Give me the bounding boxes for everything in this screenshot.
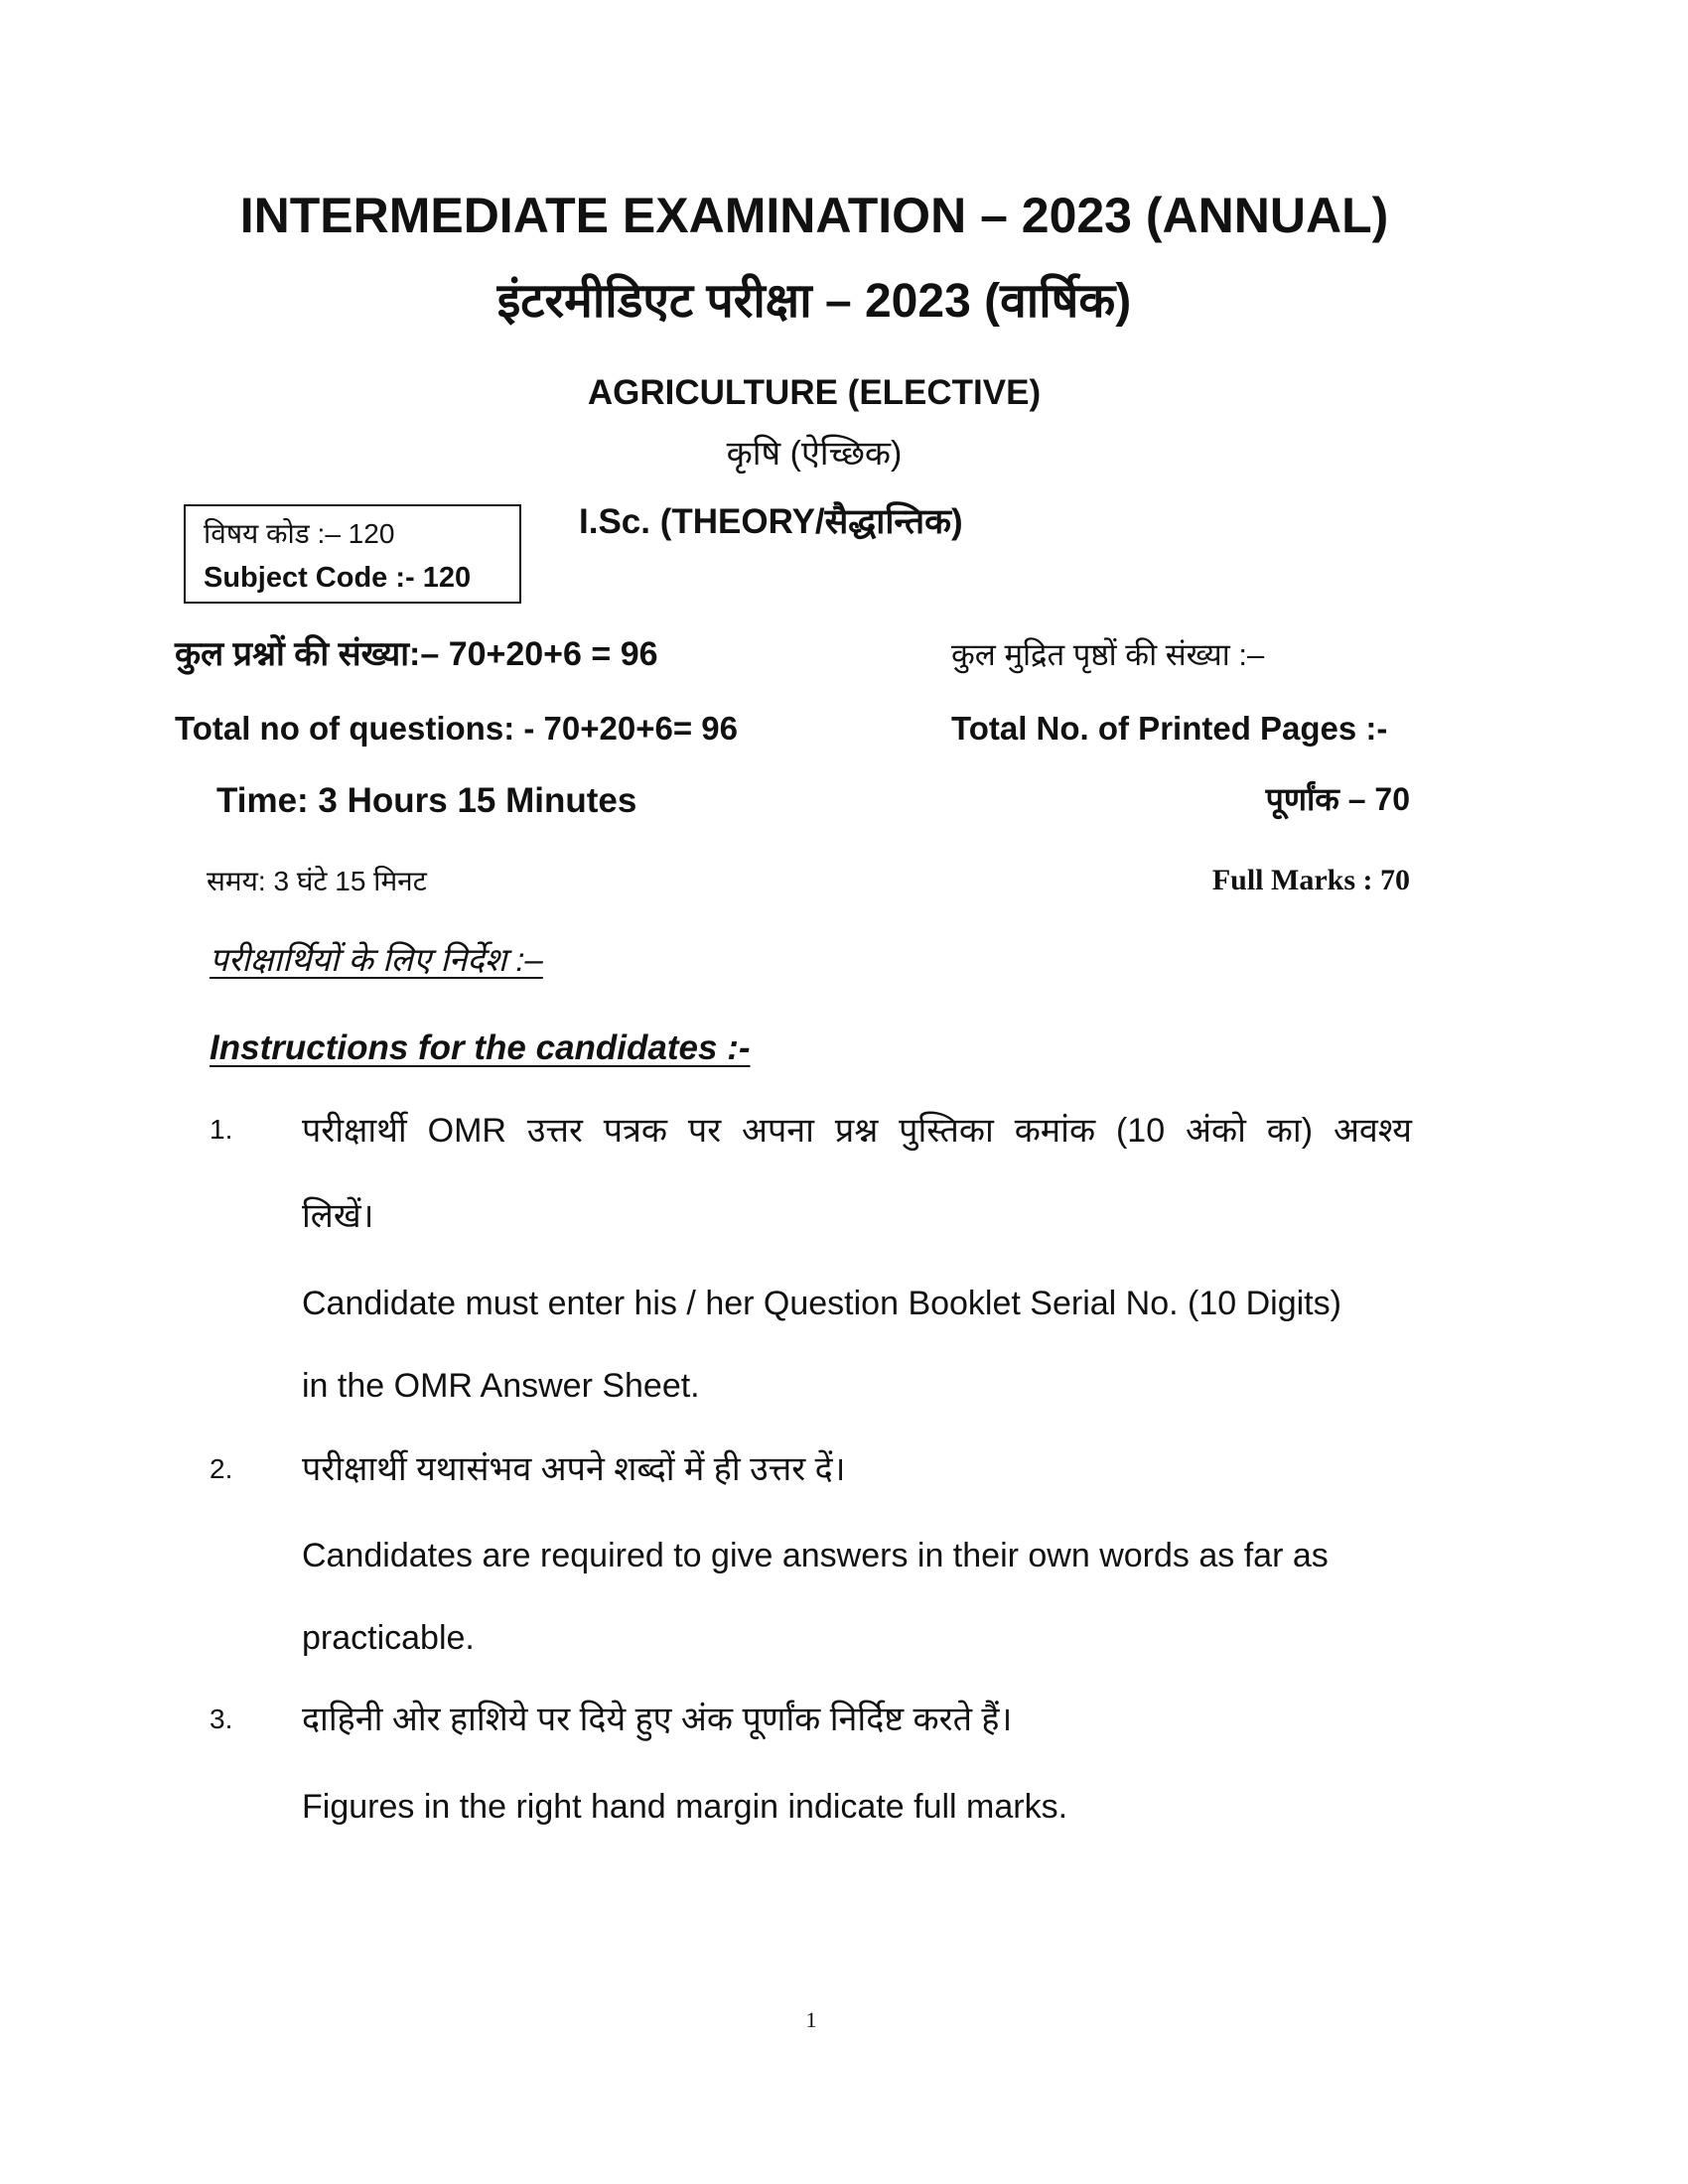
- printed-pages-hindi: कुल मुद्रित पृष्ठों की संख्या :–: [951, 637, 1265, 672]
- item-text-hindi-cont: लिखें।: [302, 1197, 374, 1235]
- stream-label: I.Sc. (THEORY/सैद्धान्तिक): [579, 502, 963, 541]
- item-text-english: Figures in the right hand margin indicate full marks.: [302, 1788, 1068, 1826]
- subject-code-hindi: विषय कोड :– 120: [204, 518, 395, 549]
- total-questions-hindi: कुल प्रश्नों की संख्या:– 70+20+6 = 96: [175, 635, 658, 673]
- item-text-english-cont: practicable.: [302, 1619, 475, 1657]
- full-marks-english: Full Marks : 70: [1211, 864, 1410, 896]
- item-number: 3.: [210, 1704, 233, 1734]
- time-hindi: समय: 3 घंटे 15 मिनट: [207, 866, 427, 896]
- instructions-heading-english: Instructions for the candidates :-: [210, 1028, 751, 1067]
- item-text-hindi: परीक्षार्थी OMR उत्तर पत्रक पर अपना प्रश्न पुस्तिका कमांक (10 अंको का) अवश्य: [302, 1112, 1412, 1150]
- exam-title-hindi: इंटरमीडिएट परीक्षा – 2023 (वार्षिक): [496, 275, 1132, 328]
- exam-title-english: INTERMEDIATE EXAMINATION – 2023 (ANNUAL): [239, 188, 1389, 243]
- item-text-english-cont: in the OMR Answer Sheet.: [302, 1367, 700, 1405]
- item-text-english: Candidate must enter his / her Question Booklet Serial No. (10 Digits): [302, 1285, 1341, 1322]
- item-text-hindi: दाहिनी ओर हाशिये पर दिये हुए अंक पूर्णांक निर्दिष्ट करते हैं।: [302, 1701, 1013, 1738]
- time-english: Time: 3 Hours 15 Minutes: [216, 781, 637, 820]
- full-marks-hindi: पूर्णांक – 70: [1265, 781, 1410, 817]
- item-text-english: Candidates are required to give answers in their own words as far as: [302, 1537, 1329, 1574]
- item-number: 1.: [210, 1114, 233, 1145]
- subject-code-box: [184, 504, 521, 604]
- printed-pages-english: Total No. of Printed Pages :-: [951, 710, 1388, 747]
- page-number: 1: [805, 2007, 817, 2032]
- instructions-heading-hindi: परीक्षार्थियों के लिए निर्देश :–: [210, 941, 543, 978]
- subject-title-english: AGRICULTURE (ELECTIVE): [587, 373, 1042, 412]
- total-questions-english: Total no of questions: - 70+20+6= 96: [175, 710, 738, 747]
- item-text-hindi: परीक्षार्थी यथासंभव अपने शब्दों में ही उत्तर दें।: [302, 1450, 846, 1488]
- subject-title-hindi: कृषि (ऐच्छिक): [726, 435, 903, 473]
- item-number: 2.: [210, 1453, 233, 1484]
- subject-code-english: Subject Code :- 120: [204, 562, 472, 594]
